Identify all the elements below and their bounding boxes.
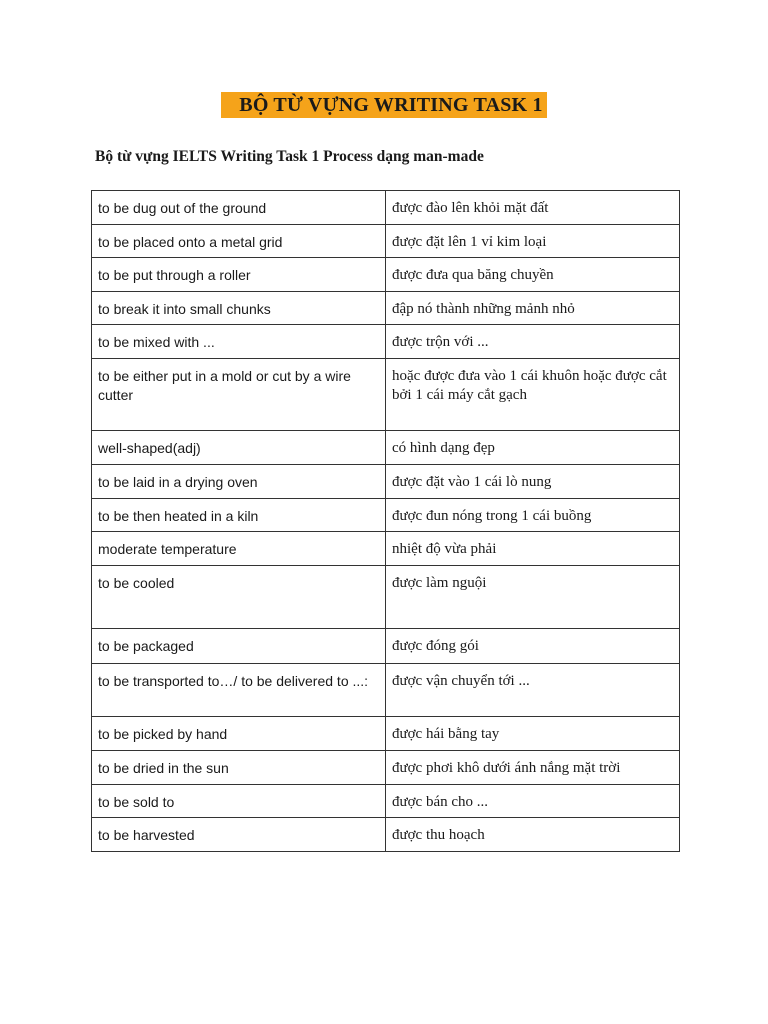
english-term: to be sold to bbox=[92, 785, 386, 818]
vietnamese-meaning: nhiệt độ vừa phải bbox=[386, 532, 680, 566]
english-term: well-shaped(adj) bbox=[92, 431, 386, 465]
vietnamese-meaning: được đun nóng trong 1 cái buồng bbox=[386, 499, 680, 532]
vietnamese-meaning: được phơi khô dưới ánh nắng mặt trời bbox=[386, 751, 680, 785]
vietnamese-meaning: được trộn với ... bbox=[386, 325, 680, 359]
english-term: to be transported to…/ to be delivered to ...: bbox=[92, 664, 386, 717]
title-wrapper bbox=[0, 92, 768, 118]
table-row bbox=[92, 499, 680, 532]
english-term: to be mixed with ... bbox=[92, 325, 386, 359]
page-title: BỘ TỪ VỰNG WRITING TASK 1 bbox=[221, 92, 546, 118]
table-row bbox=[92, 785, 680, 818]
vietnamese-meaning: được thu hoạch bbox=[386, 818, 680, 852]
vietnamese-meaning: được vận chuyển tới ... bbox=[386, 664, 680, 717]
table-row bbox=[92, 225, 680, 258]
vietnamese-meaning: hoặc được đưa vào 1 cái khuôn hoặc được cắt bởi 1 cái máy cắt gạch bbox=[386, 359, 680, 431]
vietnamese-meaning: được bán cho ... bbox=[386, 785, 680, 818]
table-row bbox=[92, 664, 680, 717]
vietnamese-meaning: có hình dạng đẹp bbox=[386, 431, 680, 465]
vocabulary-table bbox=[91, 190, 680, 852]
table-row bbox=[92, 532, 680, 566]
english-term: to be cooled bbox=[92, 566, 386, 629]
table-row bbox=[92, 359, 680, 431]
vietnamese-meaning: được hái bằng tay bbox=[386, 717, 680, 751]
vietnamese-meaning: được đặt vào 1 cái lò nung bbox=[386, 465, 680, 499]
english-term: to be put through a roller bbox=[92, 258, 386, 292]
table-row bbox=[92, 191, 680, 225]
table-row bbox=[92, 629, 680, 664]
table-row bbox=[92, 258, 680, 292]
english-term: to be picked by hand bbox=[92, 717, 386, 751]
english-term: to be dug out of the ground bbox=[92, 191, 386, 225]
table-row bbox=[92, 566, 680, 629]
english-term: to be harvested bbox=[92, 818, 386, 852]
vietnamese-meaning: được làm nguội bbox=[386, 566, 680, 629]
vietnamese-meaning: được đưa qua băng chuyền bbox=[386, 258, 680, 292]
table-row bbox=[92, 431, 680, 465]
table-row bbox=[92, 717, 680, 751]
table-row bbox=[92, 465, 680, 499]
english-term: to be dried in the sun bbox=[92, 751, 386, 785]
english-term: moderate temperature bbox=[92, 532, 386, 566]
english-term: to be laid in a drying oven bbox=[92, 465, 386, 499]
english-term: to be placed onto a metal grid bbox=[92, 225, 386, 258]
english-term: to be then heated in a kiln bbox=[92, 499, 386, 532]
table-row bbox=[92, 292, 680, 325]
english-term: to break it into small chunks bbox=[92, 292, 386, 325]
vietnamese-meaning: đập nó thành những mảnh nhỏ bbox=[386, 292, 680, 325]
vietnamese-meaning: được đóng gói bbox=[386, 629, 680, 664]
english-term: to be either put in a mold or cut by a wire cutter bbox=[92, 359, 386, 431]
table-row bbox=[92, 751, 680, 785]
table-row bbox=[92, 325, 680, 359]
vietnamese-meaning: được đặt lên 1 vỉ kim loại bbox=[386, 225, 680, 258]
section-subtitle: Bộ từ vựng IELTS Writing Task 1 Process dạng man-made bbox=[95, 148, 484, 165]
vietnamese-meaning: được đào lên khỏi mặt đất bbox=[386, 191, 680, 225]
table-row bbox=[92, 818, 680, 852]
english-term: to be packaged bbox=[92, 629, 386, 664]
